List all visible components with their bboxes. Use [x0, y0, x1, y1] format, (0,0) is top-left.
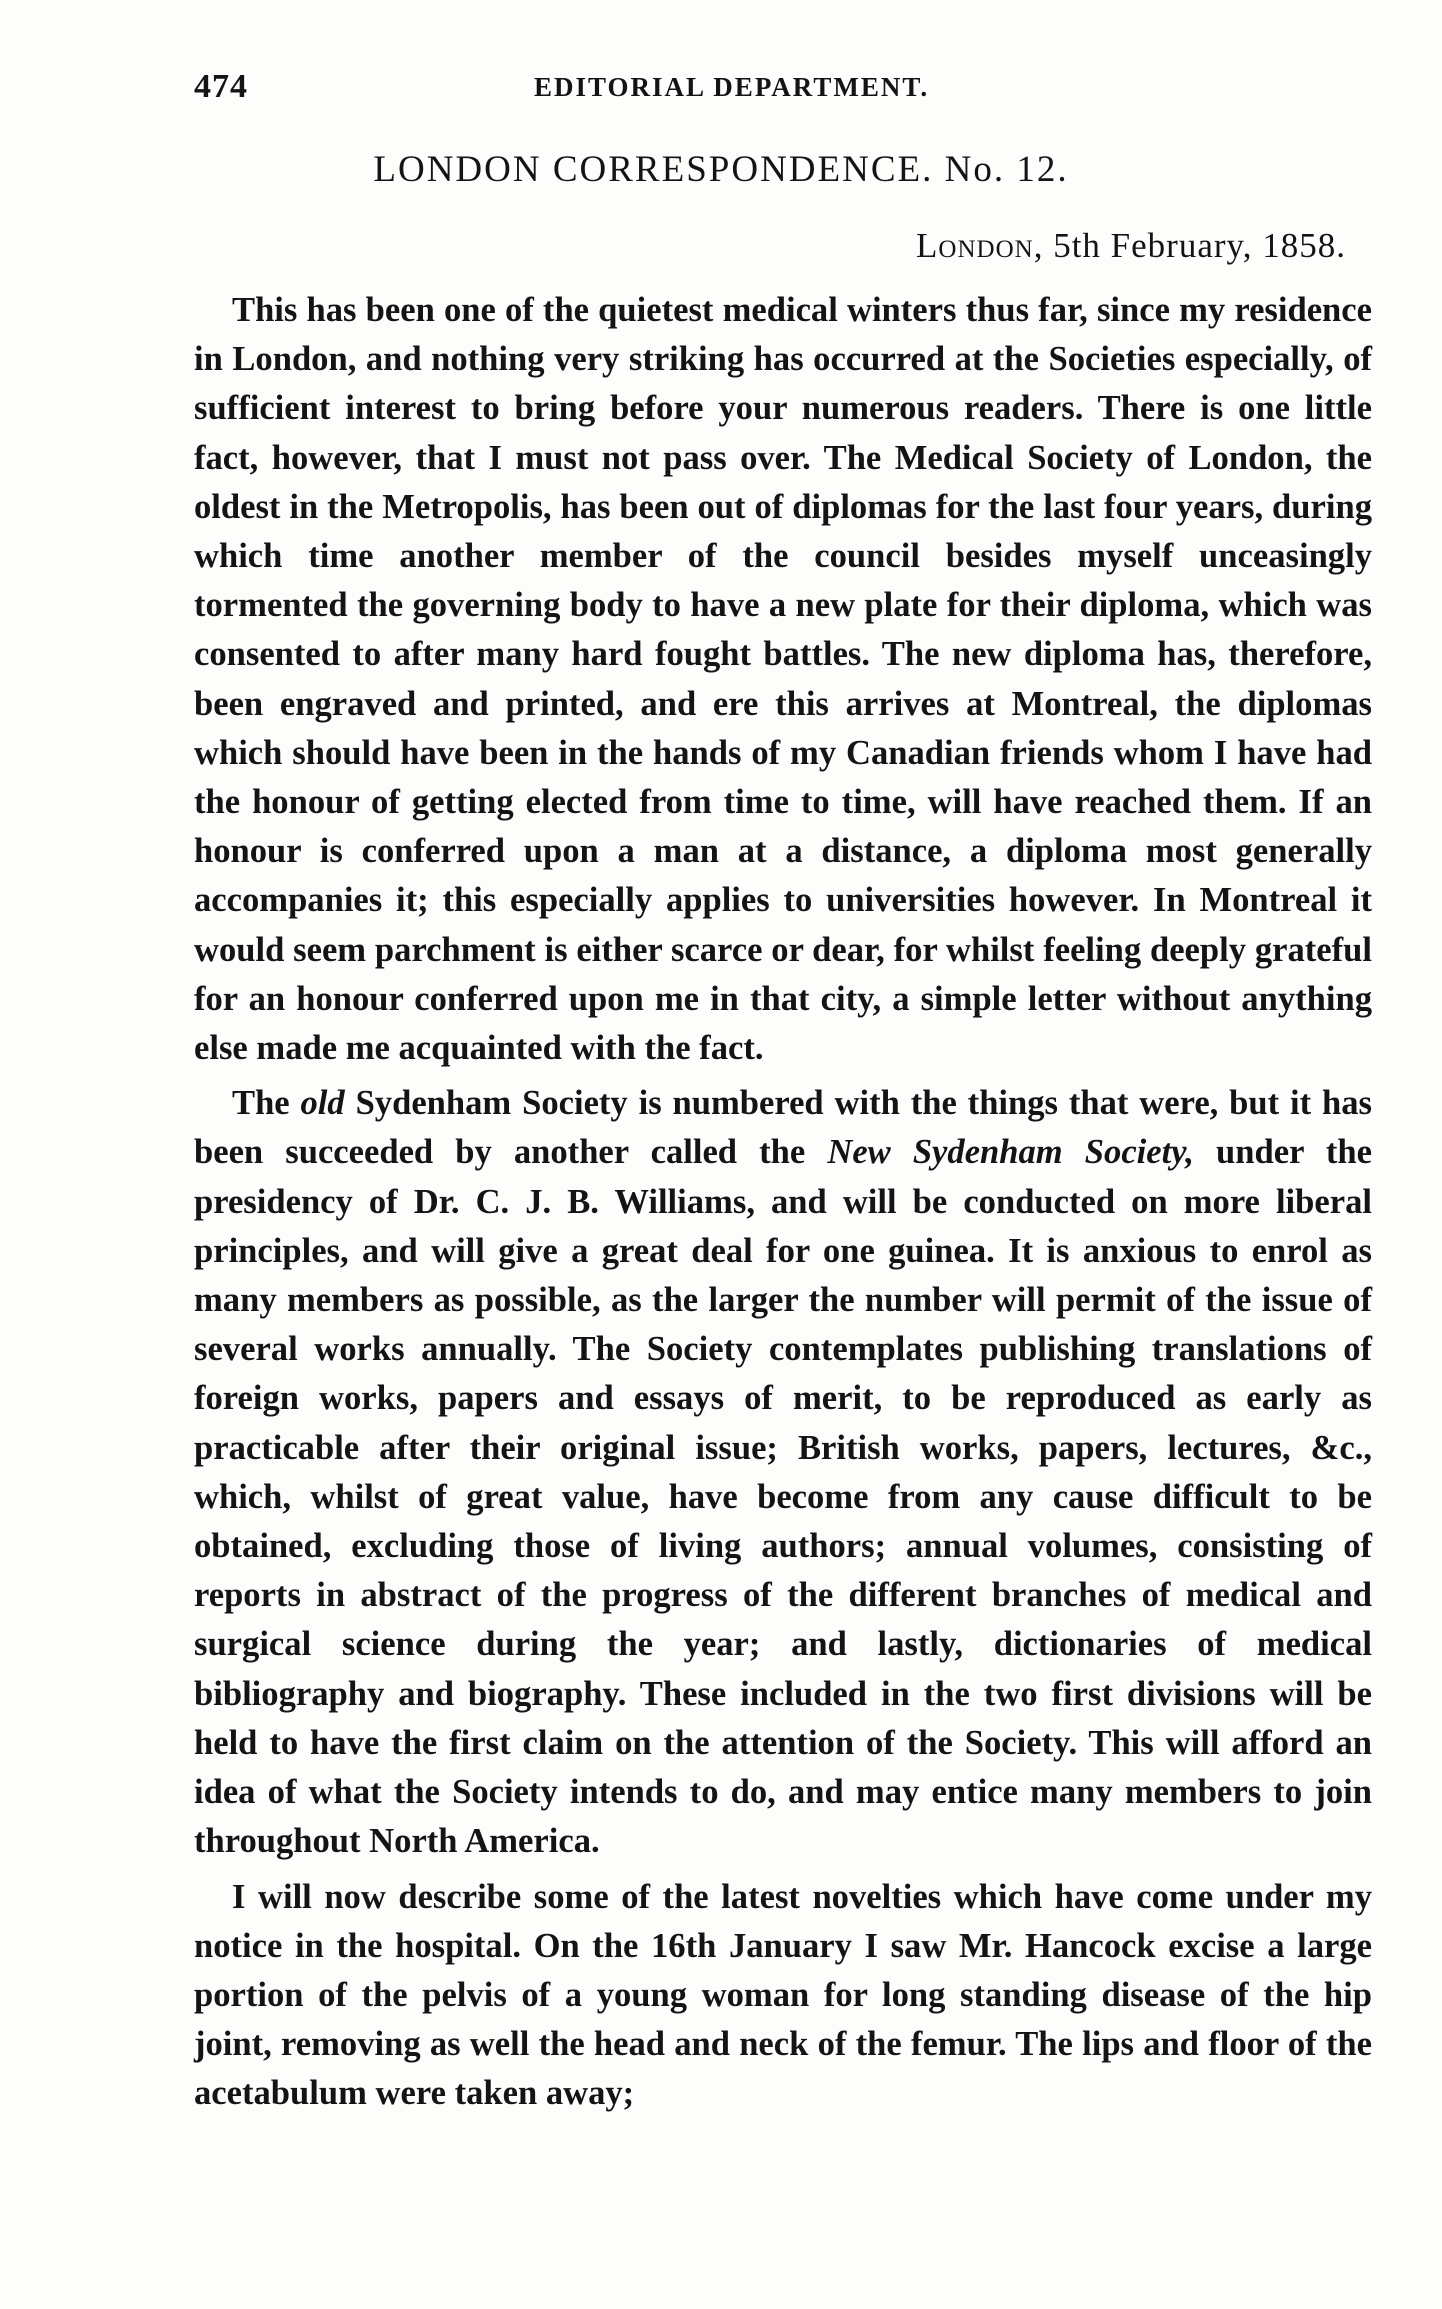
running-head: [194, 68, 1374, 118]
page-number: 474: [194, 68, 248, 105]
body-paragraph: [194, 1873, 1372, 2119]
dateline-date: 5th February, 1858.: [1043, 226, 1346, 265]
dateline-place: London,: [916, 226, 1044, 265]
paragraph-text: I will now describe some of the latest novelties which have come under my notice in the hospital. On the 16th January I saw Mr. Hancock excise a large portion of the pelvis of a young woman for long standing disease of the hip joint, removing as well the head and neck of the femur. The lips and floor of the acetabulum were taken away;: [194, 1877, 1372, 2113]
paragraph-text: Sydenham Society is numbered with the things that were, but it has been succeeded by another called the: [194, 1084, 1372, 1172]
article-title: LONDON CORRESPONDENCE. No. 12.: [373, 149, 1069, 190]
body-paragraph: [194, 1079, 1372, 1866]
running-title: EDITORIAL DEPARTMENT.: [534, 72, 930, 102]
dateline: [916, 226, 1346, 266]
body-paragraph: [194, 286, 1372, 1073]
italic-text: old: [300, 1084, 345, 1123]
italic-text: New Sydenham Society,: [827, 1133, 1194, 1172]
paragraph-text: The: [232, 1084, 301, 1123]
paragraph-text: under the presidency of Dr. C. J. B. Williams, and will be conducted on more liberal principles, and will give a great deal for one guinea. It is anxious to enrol as many members as possible, as the larger the number will permit of the issue of several works annually. The Society contemplates publishing translations of foreign works, papers and essays of merit, to be reproduced as early as practicable after their original issue; British works, papers, lectures, &c., which, whilst of great value, have become from any cause difficult to be obtained, excluding those of living authors; annual volumes, consisting of reports in abstract of the progress of the different branches of medical and surgical science during the year; and lastly, dictionaries of medical bibliography and biography. These included in the two first divisions will be held to have the first claim on the attention of the Society. This will afford an idea of what the Society intends to do, and may entice many members to join throughout North America.: [194, 1133, 1373, 1861]
article-body: [194, 286, 1372, 2119]
paragraph-text: This has been one of the quietest medical winters thus far, since my residence in London, and nothing very striking has occurred at the Societies especially, of sufficient interest to bring before your numerous readers. There is one little fact, however, that I must not pass over. The Medical Society of London, the oldest in the Metropolis, has been out of diplomas for the last four years, during which time another member of the council besides myself unceasingly tormented the governing body to have a new plate for their diploma, which was consented to after many hard fought battles. The new diploma has, therefore, been engraved and printed, and ere this arrives at Montreal, the diplomas which should have been in the hands of my Canadian friends whom I have had the honour of getting elected from time to time, will have reached them. If an honour is conferred upon a man at a distance, a diploma most generally accompanies it; this especially applies to universities however. In Montreal it would seem parchment is either scarce or dear, for whilst feeling deeply grateful for an honour conferred upon me in that city, a simple letter without anything else made me acquainted with the fact.: [194, 291, 1372, 1068]
